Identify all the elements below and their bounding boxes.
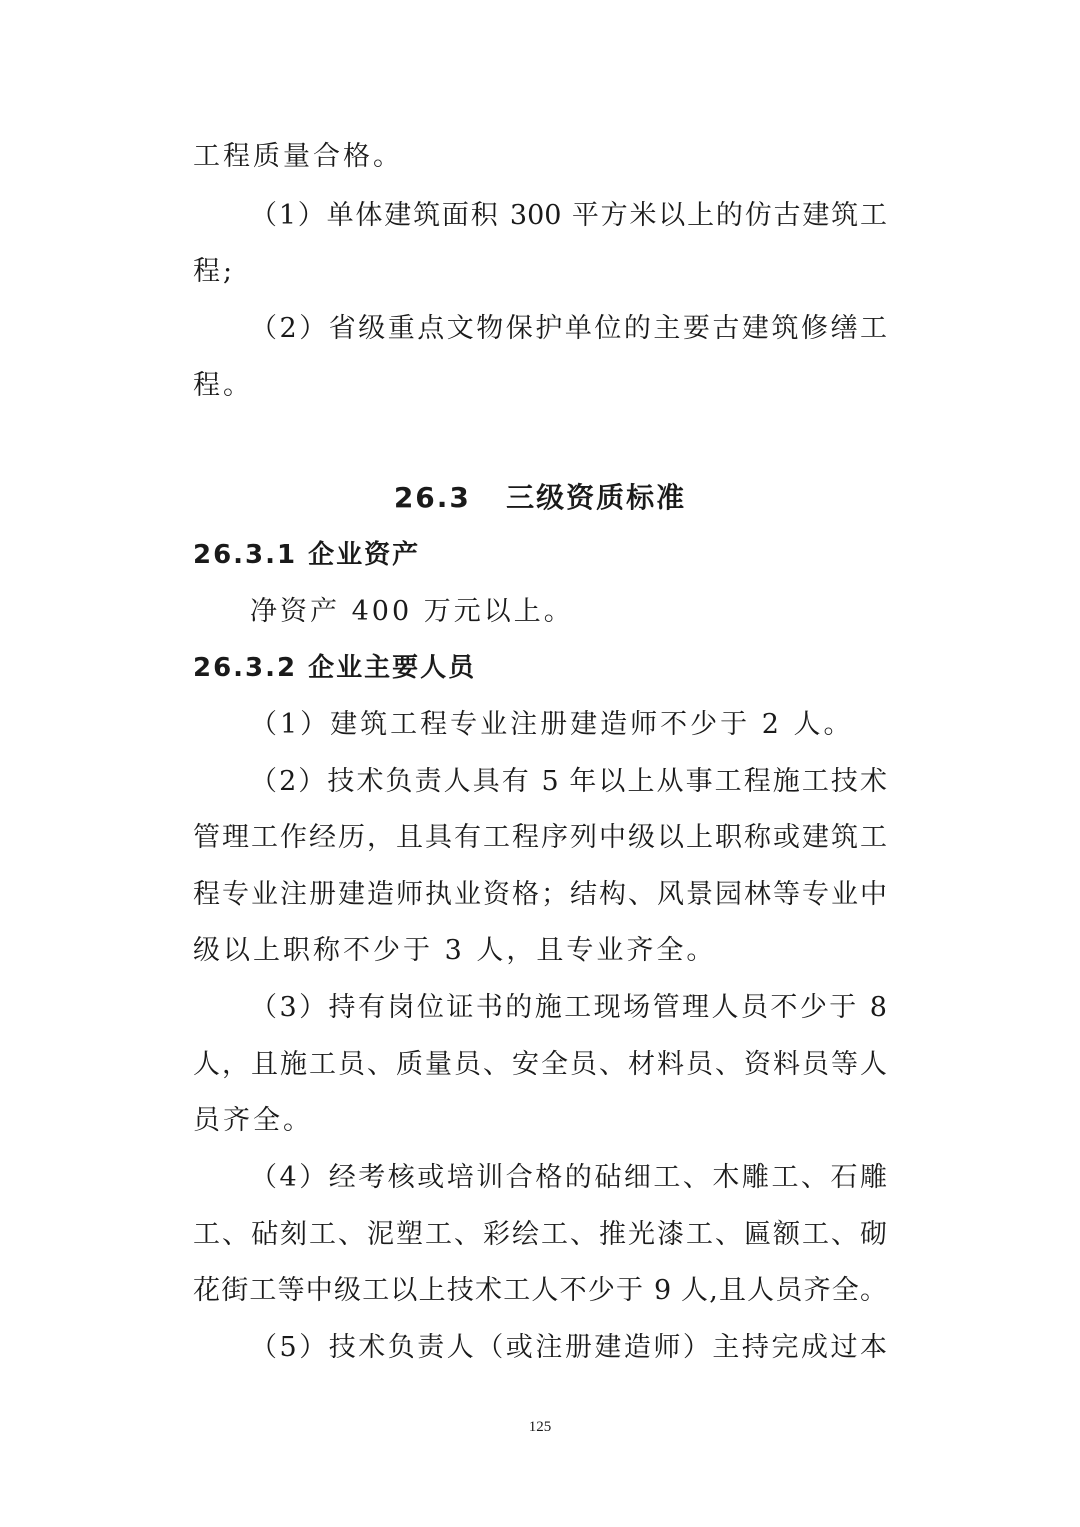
text-line: （4）经考核或培训合格的砧细工、木雕工、石雕 [250,1162,887,1193]
text-line: （5）技术负责人（或注册建造师）主持完成过本 [250,1332,887,1363]
text-line: （3）持有岗位证书的施工现场管理人员不少于 8 [250,992,887,1023]
text-line: 程。 [193,370,253,401]
personnel-heading: 26.3.2 企业主要人员 [193,653,477,683]
text-line: 员齐全。 [193,1105,313,1136]
text-line: 程专业注册建造师执业资格；结构、风景园林等专业中 [193,879,887,910]
section-title: 26.3 三级资质标准 [393,481,687,514]
text-line: （1）建筑工程专业注册建造师不少于 2 人。 [250,709,854,740]
text-line: （2）省级重点文物保护单位的主要古建筑修缮工 [250,313,887,344]
page-number: 125 [528,1419,552,1435]
text-line: 工、砧刻工、泥塑工、彩绘工、推光漆工、匾额工、砌 [193,1219,887,1250]
text-line: （1）单体建筑面积 300 平方米以上的仿古建筑工 [250,200,887,231]
assets-heading: 26.3.1 企业资产 [193,540,421,570]
assets-text: 净资产 400 万元以上。 [250,596,574,627]
text-line: 花街工等中级工以上技术工人不少于 9 人,且人员齐全。 [193,1275,887,1306]
text-line: 管理工作经历，且具有工程序列中级以上职称或建筑工 [193,822,887,853]
text-line: 工程质量合格。 [193,141,403,172]
text-line: 级以上职称不少于 3 人，且专业齐全。 [193,935,717,966]
text-line: 人，且施工员、质量员、安全员、材料员、资料员等人 [193,1049,887,1080]
text-line: （2）技术负责人具有 5 年以上从事工程施工技术 [250,766,887,797]
text-line: 程; [193,256,236,287]
